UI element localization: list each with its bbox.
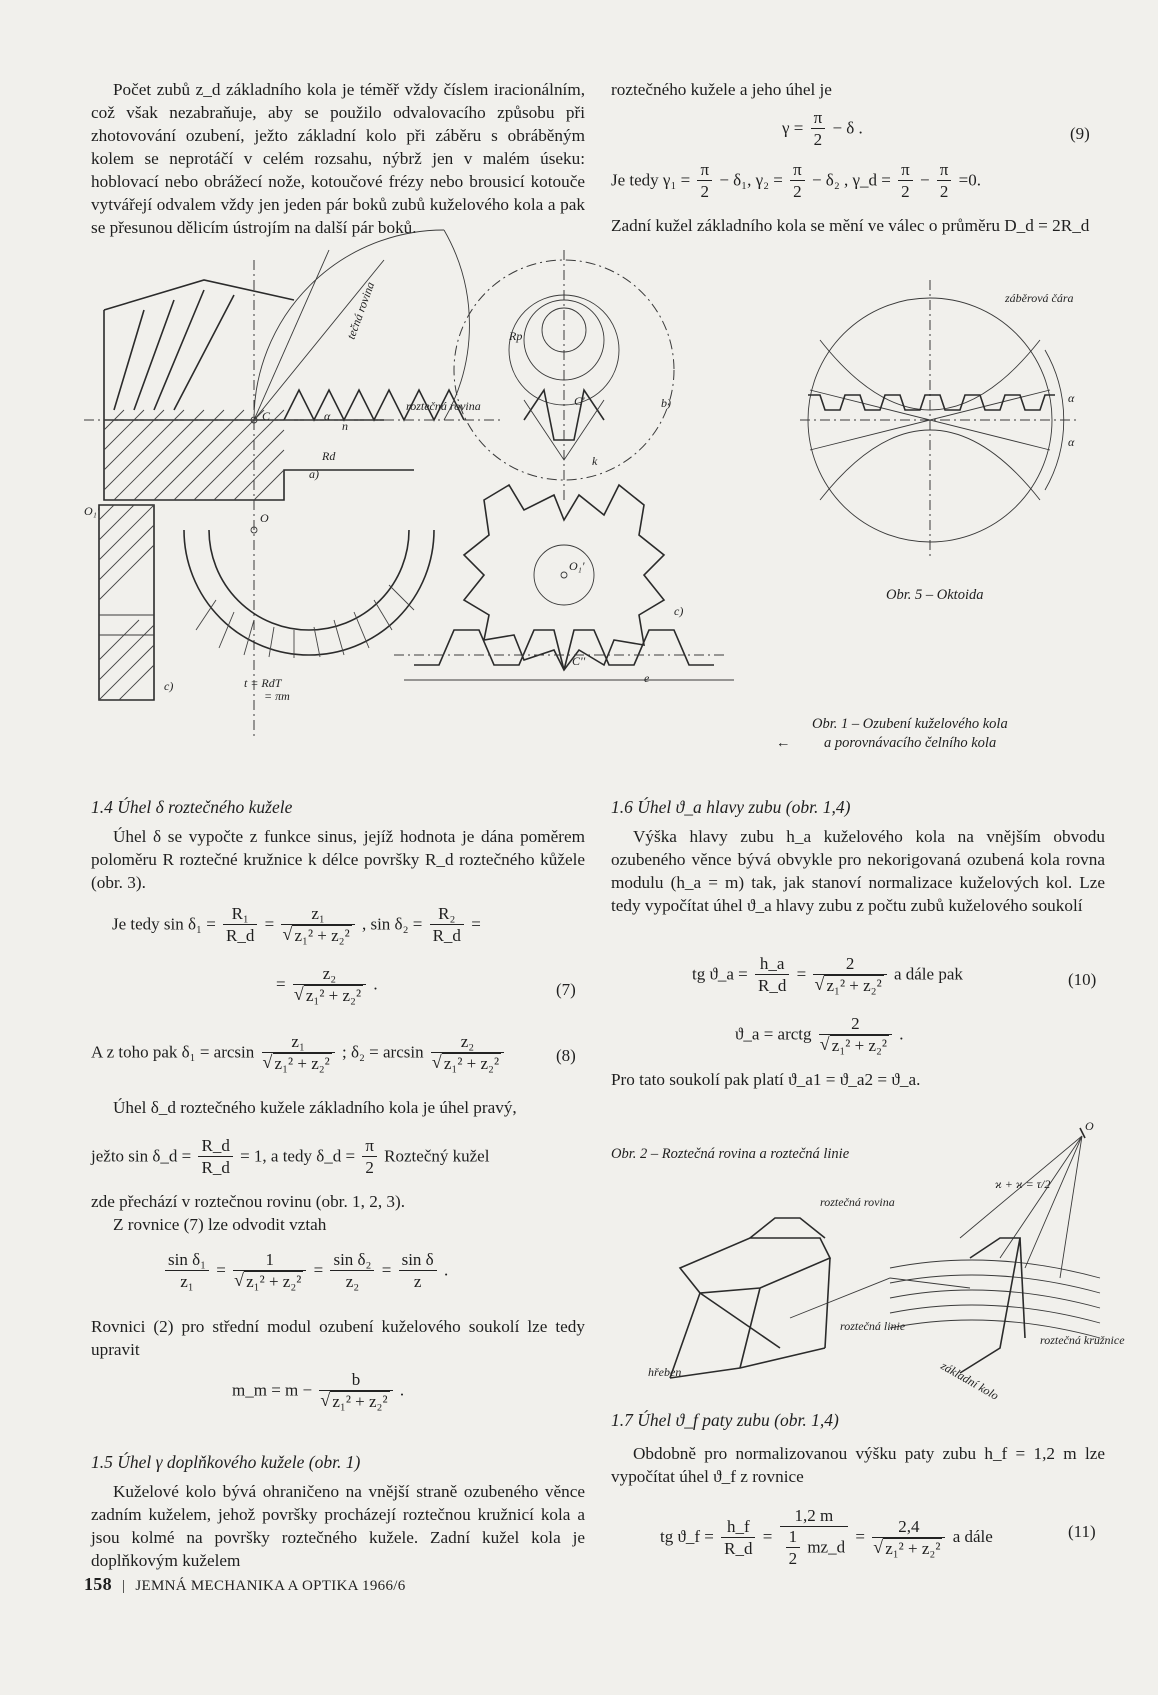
section-1-5-heading: 1.5 Úhel γ doplňkového kužele (obr. 1) [91,1452,361,1472]
fig1-label-a: a) [309,467,319,481]
fig1-label-b: b) [661,396,671,410]
fig1-label-alpha: α [324,409,331,423]
eqno-7: (7) [556,980,576,999]
fig1-part-c-right [394,485,734,685]
fig5-label-zaberova: záběrová čára [1005,291,1074,305]
equation-11: tg ϑ_f = $\frac{h\_f}{R\_d}$ = 1,2 m $\frac{1}{2}$ mz_d = 2,4 √ z₁² + z₂² a dále [660,1506,993,1570]
equation-7: = z₂ √ z₁² + z₂² . [276,964,378,1007]
page-number: 158 [84,1574,112,1594]
fig1-part-a [84,230,504,740]
equation-9: γ = $\frac{\pi}{2}$ − δ . [782,108,863,149]
eqno-10: (10) [1068,970,1097,989]
journal-issue: 1966/6 [362,1578,406,1594]
fig2-label-roztecna-rovina: roztečná rovina [820,1195,895,1209]
fig1-label-Cprime: C' [574,394,585,408]
equation-10b: ϑ_a = arctg 2 √ z₁² + z₂² . [735,1014,904,1057]
top-right-block [611,78,1105,101]
section-1-6-p1: Výška hlavy zubu h_a kuželového kola na vnějším obvodu ozubeného věnce bývá obvykle pro nekorigovaná ozubená kola rovna modulu (h_a = m) tak, jak stanoví normalizace kuželových kol. Lze tedy vypočítat úhel ϑ_a hlavy zubu z počtu zubů kuželového soukolí [611,827,1105,915]
section-1-4-heading: 1.4 Úhel δ roztečného kužele [91,797,293,817]
fig1-caption-line1: Obr. 1 – Ozubení kuželového kola [812,716,1008,732]
figure-5-octoid-drawing [800,280,1100,560]
fig5-caption: Obr. 5 – Oktoida [886,587,984,603]
eqno-8: (8) [556,1046,576,1065]
fig1-label-tecna: tečná rovina [343,279,378,342]
fig1-caption-line2: a porovnávacího čelního kola [824,735,997,751]
section-1-6-heading: 1.6 Úhel ϑ_a hlavy zubu (obr. 1,4) [611,797,851,817]
fig1-part-b [454,250,674,500]
fig1-label-n: n [342,419,348,433]
fig1-label-k: k [592,454,598,468]
mean-module-equation: m_m = m − b √ z₁² + z₂² . [232,1370,404,1413]
eqno-11: (11) [1068,1522,1096,1541]
eqno-9: (9) [1070,124,1090,143]
fig2-label-angle: ϰ + ϰ = τ/2 [995,1177,1051,1191]
section-1-7-p1: Obdobně pro normalizovanou výšku paty zubu h_f = 1,2 m lze vypočítat úhel ϑ_f z rovnice [611,1444,1105,1486]
fig1-label-Oprime: O₁' [84,504,100,518]
sine-equation: Je tedy sin δ₁ = $\frac{\text{R₁}}{R\_d}$ = z₁ √ z₁² + z₂² , sin δ₂ = $\frac{\text{R₂}}{R\_d}$ = [112,904,481,947]
back-cone-text: Zadní kužel základního kola se mění ve válec o průměru D_d = 2R_d [611,216,1090,235]
top-right-line1: roztečného kužele a jeho úhel je [611,80,832,99]
fig1-part-c-left [84,504,434,703]
intro-paragraph [91,78,585,239]
gamma-line: Je tedy γ₁ = $\frac{\pi}{2}$ − δ₁, γ₂ = $\frac{\pi}{2}$ − δ₂ , γ_d = $\frac{\pi}{2}$ − $\frac{\pi}{2}$ =0. [611,160,981,201]
fig2-label-roztecna-kruznice: roztečná kružnice [1040,1333,1125,1347]
fig1-label-roztecna: roztečná rovina [406,399,481,413]
section-1-4-p1: Úhel δ se vypočte z funkce sinus, jejíž hodnota je dána poměrem poloměru R roztečné kružnice k délce površky R_d roztečného kůžele (obr. 3). [91,827,585,892]
fig5-label-alpha2: α [1068,435,1075,449]
section-1-4-p2: Úhel δ_d roztečného kužele základního kola je úhel pravý, [113,1098,517,1117]
fig1-label-Rp: Rp [509,329,523,343]
intro-text: Počet zubů z_d základního kola je téměř vždy číslem iracionálním, což však nezabraňuje, aby se použilo odvalovacího způsobu při zhotovování ozubení, ježto základní kolo při záběru s obráběným kolem se neprotáčí v celém rozsahu, nýbrž jen v malém úseku: hoblovací nebo obrážecí nože, kotoučové frézy nebo brousicí kotouče vytvářejí odvalem vždy jen jeden pár boků zubů kuželového kola a pak se přesunou dělicím ústrojím na další pár boků. [91,80,585,237]
section-1-4-p6: Rovnici (2) pro střední modul ozubení kuželového soukolí lze tedy upravit [91,1317,585,1359]
fig1-label-C: C [262,409,271,423]
fig1-label-t: t = RdT [244,676,282,690]
section-1-7-heading: 1.7 Úhel ϑ_f paty zubu (obr. 1,4) [611,1410,839,1430]
fig2-caption: Obr. 2 – Roztečná rovina a roztečná linie [611,1146,850,1162]
fig1-label-c: c) [164,679,174,693]
fig1-label-Cdouble: C'' [572,654,586,668]
fig1-caption-arrow: ← [776,735,791,751]
fig2-label-zakladni-kolo: základní kolo [938,1358,1002,1403]
fig2-label-roztecna-linie: roztečná linie [840,1319,906,1333]
sine-ratio-equation: $\frac{\text{sin δ₁}}{\text{z₁}}$ = 1 √ z₁² + z₂² = $\frac{\text{sin δ₂}}{\text{z₂}}$ = $\frac{\text{sin δ}}{z}$ . [162,1250,448,1293]
equation-8: A z toho pak δ₁ = arcsin z₁ √ z₁² + z₂² ; δ₂ = arcsin z₂ √ z₁² + z₂² [91,1032,507,1075]
fig2-label-hreben: hřeben [648,1365,682,1379]
fig2-label-O: O [1085,1119,1094,1133]
figure-2-pitch-plane-drawing [640,1118,1125,1408]
section-1-5-p1: Kuželové kolo bývá ohraničeno na vnější straně ozubeného věnce zadním kuželem, jehož površky procházejí roztečnou kružnicí kola a jsou kolmé na površky roztečného kužele. Zadní kužel kola je doplňkovým kuželem [91,1482,585,1570]
fig1-label-c2: c) [674,604,684,618]
figure-1-bevel-gear-drawing [84,270,774,760]
section-1-6-p2: Pro tato soukolí pak platí ϑ_a1 = ϑ_a2 = ϑ_a. [611,1070,921,1089]
section-1-4-p4: zde přechází v roztečnou rovinu (obr. 1, 2, 3). Z rovnice (7) lze odvodit vztah [91,1192,406,1234]
equation-10: tg ϑ_a = $\frac{h\_a}{R\_d}$ = 2 √ z₁² + z₂² a dále pak [692,954,963,997]
fig1-label-e: e [644,671,650,685]
fig1-label-tm: = πm [264,689,290,703]
fig1-label-O: O [260,511,269,525]
fig1-label-Oprime2: O₁' [569,559,585,573]
journal-name: JEMNÁ MECHANIKA A OPTIKA [135,1578,358,1594]
fig5-label-alpha1: α [1068,391,1075,405]
delta-d-equation: ježto sin δ_d = $\frac{R\_d}{R\_d}$ = 1, a tedy δ_d = $\frac{\pi}{2}$ Roztečný kužel [91,1136,490,1177]
fig1-label-Rd: Rd [322,449,336,463]
page-footer: 158 | JEMNÁ MECHANIKA A OPTIKA 1966/6 [84,1574,406,1594]
